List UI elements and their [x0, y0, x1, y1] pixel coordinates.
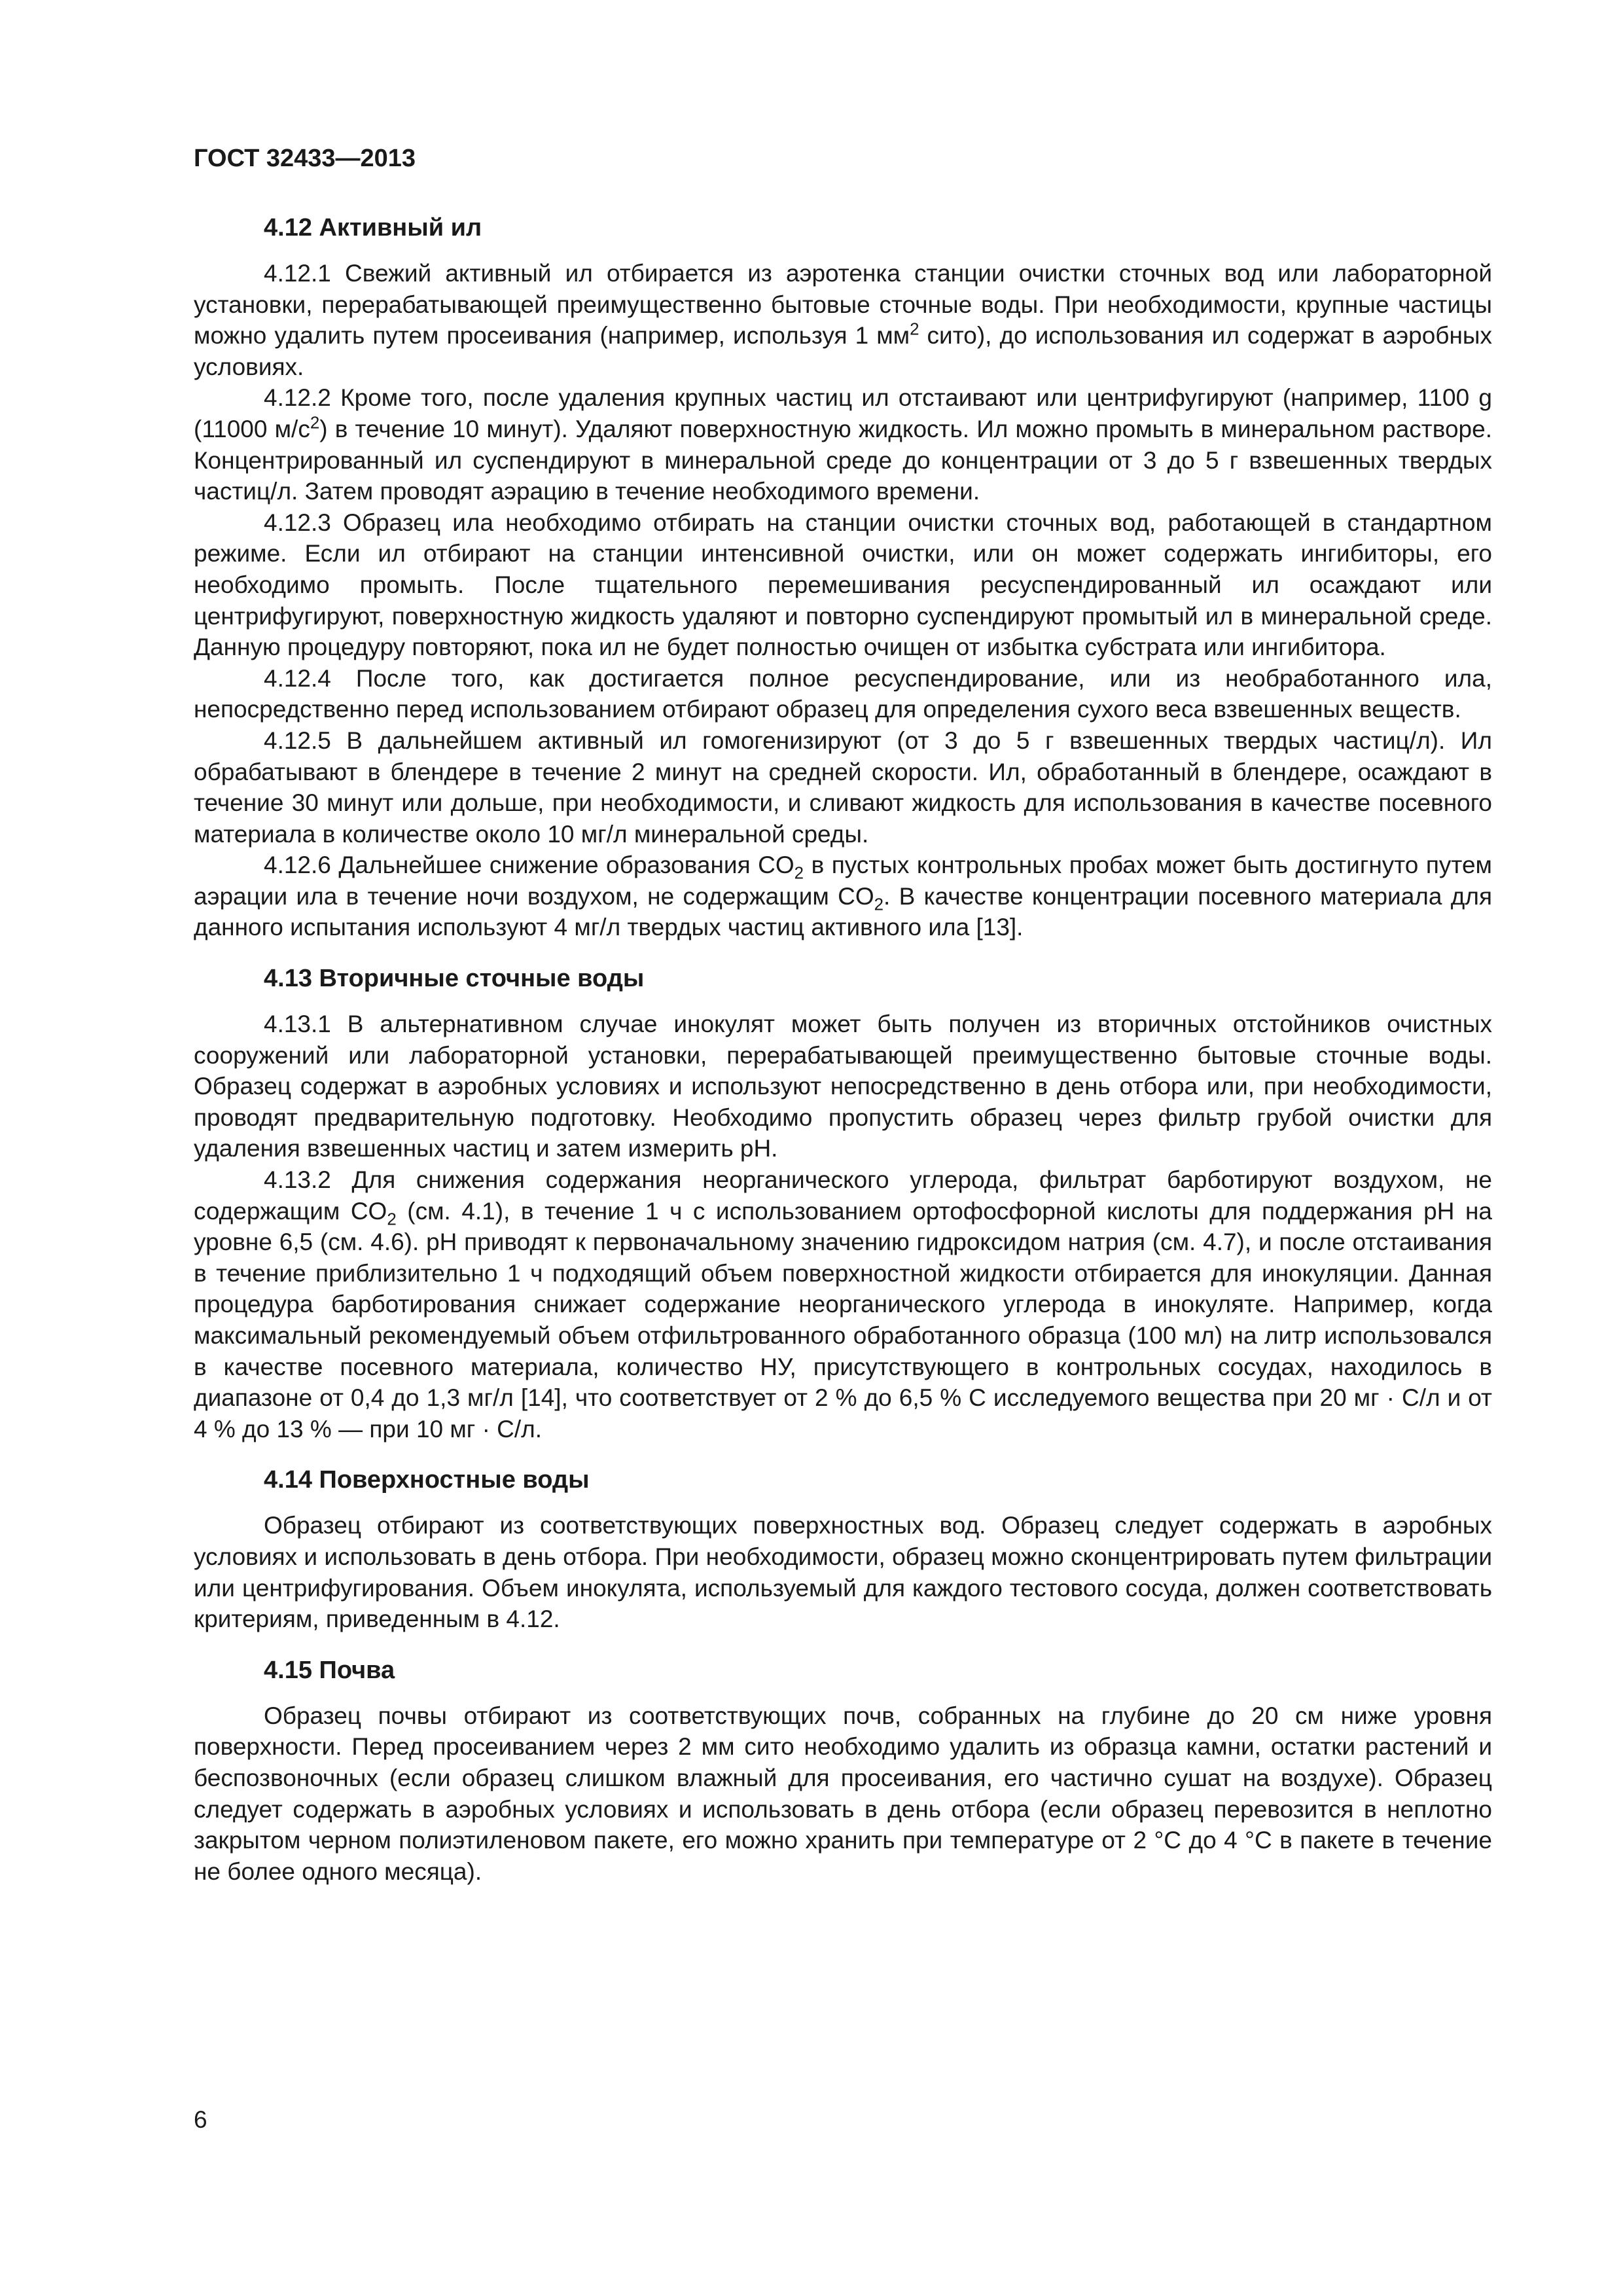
section — [194, 212, 1492, 943]
section — [194, 963, 1492, 1444]
text-run: 4.13.1 В альтернативном случае инокулят может быть получен из вторичных отстойников очистных сооружений или лабораторной установки, перерабатывающей преимущественно бытовые сточные воды. Образец содержат в аэробных условиях и используют непосредственно в день отбора или, при необходимости, проводят предварительную подготовку. Необходимо пропустить образец через фильтр грубой очистки для удаления взвешенных частиц и затем измерить pH. — [194, 1011, 1492, 1162]
superscript: 2 — [910, 320, 919, 339]
paragraph — [194, 1510, 1492, 1634]
paragraph — [194, 258, 1492, 382]
text-run: в пустых контрольных пробах может быть достигнуто путем аэрации ила в течение ночи воздухом, не содержащим CO — [194, 852, 1492, 910]
paragraph — [194, 507, 1492, 663]
text-run: 4.12.5 В дальнейшем активный ил гомогенизируют (от 3 до 5 г взвешенных твердых частиц/л). Ил обрабатывают в блендере в течение 2 минут на средней скорости. Ил, обработанный в блендере, осаждают в течение 30 минут или дольше, при необходимости, и сливают жидкость для использования в качестве посевного материала в количестве около 10 мг/л минеральной среды. — [194, 726, 1492, 848]
paragraph — [194, 1009, 1492, 1164]
section-heading: 4.15 Почва — [264, 1656, 395, 1684]
section — [194, 1464, 1492, 1634]
text-run: . В качестве концентрации посевного материала для данного испытания используют 4 мг/л твердых частиц активного ила [13]. — [194, 882, 1493, 941]
section — [194, 1655, 1492, 1888]
text-run: сито), до использования ил содержат в аэробных условиях. — [194, 322, 1492, 380]
subscript: 2 — [794, 864, 804, 883]
superscript: 2 — [310, 414, 320, 433]
paragraph — [194, 850, 1492, 943]
text-run: 4.12.3 Образец ила необходимо отбирать на станции очистки сточных вод, работающей в стандартном режиме. Если ил отбирают на станции интенсивной очистки, или он может содержать ингибиторы, его необходимо промыть. После тщательного перемешивания ресуспендированный ил осаждают или центрифугируют, поверхностную жидкость удаляют и повторно суспендируют промытый ил в минеральной среде. Данную процедуру повторяют, пока ил не будет полностью очищен от избытка субстрата или ингибитора. — [194, 509, 1492, 661]
text-run: Образец почвы отбирают из соответствующих почв, собранных на глубине до 20 см ниже уровня поверхности. Перед просеиванием через 2 мм сито необходимо удалить из образца камни, остатки растений и беспозвоночных (если образец слишком влажный для просеивания, его частично сушат на воздухе). Образец следует содержать в аэробных условиях и использовать в день отбора (если образец перевозится в неплотно закрытом черном полиэтиленовом пакете, его можно хранить при температуре от 2 °С до 4 °С в пакете в течение не более одного месяца). — [194, 1702, 1492, 1885]
paragraph — [194, 663, 1492, 725]
paragraph — [194, 1700, 1492, 1888]
subscript: 2 — [387, 1210, 397, 1229]
document-code-header: ГОСТ 32433—2013 — [194, 145, 416, 172]
page-number: 6 — [194, 2106, 207, 2133]
text-run: ) в течение 10 минут). Удаляют поверхностную жидкость. Ил можно промыть в минеральном растворе. Концентрированный ил суспендируют в минеральной среде до концентрации от 3 до 5 г взвешенных твердых частиц/л. Затем проводят аэрацию в течение необходимого времени. — [194, 415, 1492, 505]
text-run: 4.13.2 Для снижения содержания неорганического углерода, фильтрат барботируют воздухом, не содержащим CO — [194, 1166, 1492, 1225]
document-page — [194, 143, 1492, 1887]
text-run: 4.12.1 Свежий активный ил отбирается из аэротенка станции очистки сточных вод или лабораторной установки, перерабатывающей преимущественно бытовые сточные воды. При необходимости, крупные частицы можно удалить путем просеивания (например, используя 1 мм — [194, 260, 1492, 350]
paragraph — [194, 725, 1492, 850]
paragraph — [194, 1164, 1492, 1444]
section-heading: 4.13 Вторичные сточные воды — [264, 965, 645, 993]
text-run: 4.12.6 Дальнейшее снижение образования CO — [264, 852, 794, 879]
section-heading: 4.12 Активный ил — [264, 214, 482, 242]
document-body — [194, 212, 1492, 1887]
paragraph — [194, 382, 1492, 507]
text-run: (см. 4.1), в течение 1 ч с использованием ортофосфорной кислоты для поддержания pH на уровне 6,5 (см. 4.6). pH приводят к первоначальному значению гидроксидом натрия (см. 4.7), и после отстаивания в течение приблизительно 1 ч подходящий объем поверхностной жидкости отбирается для инокуляции. Данная процедура барботирования снижает содержание неорганического углерода в инокуляте. Например, когда максимальный рекомендуемый объем отфильтрованного обработанного образца (100 мл) на литр использовался в качестве посевного материала, количество НУ, присутствующего в контрольных сосудах, находилось в диапазоне от 0,4 до 1,3 мг/л [14], что соответствует от 2 % до 6,5 % С исследуемого вещества при 20 мг · С/л и от 4 % до 13 % — при 10 мг · С/л. — [194, 1197, 1492, 1443]
subscript: 2 — [874, 895, 884, 914]
text-run: 4.12.4 После того, как достигается полное ресуспендирование, или из необработанного ила, непосредственно перед использованием отбирают образец для определения сухого веса взвешенных веществ. — [194, 664, 1492, 723]
text-run: 4.12.2 Кроме того, после удаления крупных частиц ил отстаивают или центрифугируют (например, 1100 g (11000 м/с — [194, 384, 1492, 442]
section-heading: 4.14 Поверхностные воды — [264, 1466, 590, 1494]
text-run: Образец отбирают из соответствующих поверхностных вод. Образец следует содержать в аэробных условиях и использовать в день отбора. При необходимости, образец можно сконцентрировать путем фильтрации или центрифугирования. Объем инокулята, используемый для каждого тестового сосуда, должен соответствовать критериям, приведенным в 4.12. — [194, 1512, 1492, 1633]
